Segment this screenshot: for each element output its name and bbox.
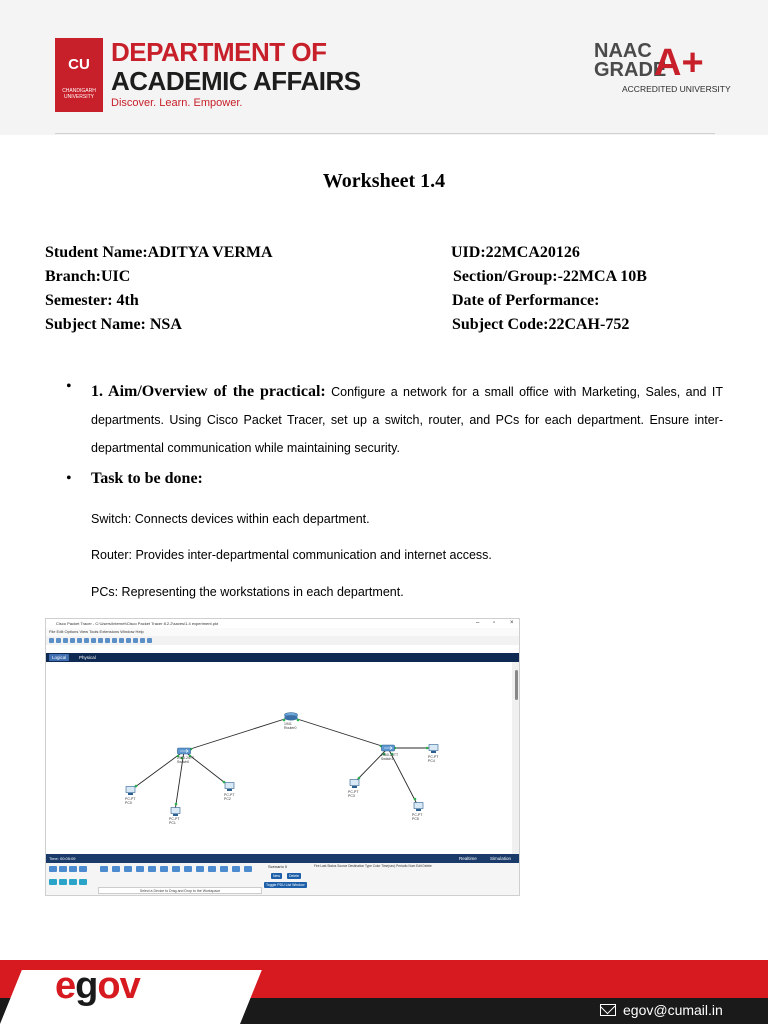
pc5-label: PC-PT PC5 [412,813,423,821]
student-name: Student Name:ADITYA VERMA [45,244,273,261]
device-model-icon [100,866,108,872]
device-model-icon [196,866,204,872]
device-model-icon [112,866,120,872]
device-category-icon [59,879,67,885]
subject-code: Subject Code:22CAH-752 [452,316,630,333]
device-category-icon [69,879,77,885]
pc1-label: PC-PT PC1 [169,817,180,825]
redo-icon [112,638,117,643]
device-model-icon [124,866,132,872]
aim-heading: 1. Aim/Overview of the practical: [91,383,326,400]
minimize-icon: – [476,620,480,626]
aim-text: Configure a network for a small office with Marketing, Sales, and IT departments. Using Cisco Packet Tracer, set up a switch, router, and PCs for each department. Ensure inter-departmental communication while maintaining security. [91,385,724,455]
bullet-icon: • [66,470,72,487]
topology-links [46,662,512,854]
router-icon [284,712,298,721]
pt-timebar [46,854,520,863]
device-category-icon [59,866,67,872]
pt-titlebar: Cisco Packet Tracer - C:\Users\Internet\Cisco Packet Tracer 8.2.2\saves\1.4 experiment.pkt [46,619,520,628]
copy-icon [91,638,96,643]
pt-navbar [46,653,520,662]
pt-scrollbar-thumb [515,670,518,700]
tab-logical: Logical [49,654,69,661]
new-scenario-button: New [273,874,281,878]
uid: UID:22MCA20126 [451,244,580,261]
device-model-icon [136,866,144,872]
switch-icon [177,747,191,755]
print-icon [70,638,75,643]
naac-text: NAAC [594,40,652,62]
device-category-icon [79,879,87,885]
page-header [0,0,768,135]
wizard-icon [77,638,82,643]
egov-e: e [55,965,76,1007]
mail-icon [600,1004,616,1016]
zoom-out-icon [133,638,138,643]
subject-name: Subject Name: NSA [45,316,182,333]
pt-device-panel [46,863,520,896]
delete-scenario-button: Delete [289,874,300,878]
device-model-icon [160,866,168,872]
egov-g: g [75,965,98,1007]
device-model-icon [232,866,240,872]
section-group: Section/Group:-22MCA 10B [453,268,647,285]
naac-badge [594,40,704,84]
pc-icon [224,782,235,792]
device-model-icon [244,866,252,872]
device-category-icon [49,866,57,872]
pc3-label: PC-PT PC3 [348,790,359,798]
department-title-line2: ACADEMIC AFFAIRS [111,66,361,96]
switch-icon [381,744,395,752]
branch: Branch:UIC [45,268,131,285]
pc0-label: PC-PT PC0 [125,797,136,805]
aim-paragraph [91,378,723,462]
egov-logo [55,964,140,1008]
pc-icon [349,779,360,789]
task-line-router: Router: Provides inter-departmental communication and internet access. [91,548,492,562]
grade-text: GRADE [594,59,667,81]
pc-icon [413,802,424,812]
pc-icon [170,807,181,817]
pc4-label: PC-PT PC4 [428,755,439,763]
close-icon: × [510,620,514,626]
maximize-icon: ▫ [493,620,496,626]
task-line-pcs: PCs: Representing the workstations in each department. [91,585,404,599]
new-file-icon [49,638,54,643]
custom-device-icon [147,638,152,643]
paste-icon [98,638,103,643]
device-model-icon [184,866,192,872]
zoom-in-icon [119,638,124,643]
undo-icon [105,638,110,643]
pc2-label: PC-PT PC2 [224,793,235,801]
open-file-icon [56,638,61,643]
scenario-select: Scenario 0 [268,864,288,869]
toggle-pdu-button: Toggle PDU List Window [266,883,305,887]
pc-icon [125,786,136,796]
cu-logo-subtext: CHANDIGARH UNIVERSITY [62,88,96,100]
switch1-label: 2960-24TT Switch1 [381,753,399,761]
simulation-mode: Simulation [490,856,512,861]
packet-tracer-screenshot [45,618,520,896]
footer-email: egov@cumail.in [623,1002,723,1018]
accredited-text: ACCREDITED UNIVERSITY [622,84,731,94]
device-model-icon [220,866,228,872]
device-category-icon [69,866,77,872]
device-category-icon [79,866,87,872]
cu-logo [55,38,103,112]
pt-workspace [46,662,512,854]
zoom-reset-icon [126,638,131,643]
switch0-label: 2960-24TT Switch0 [177,756,195,764]
pt-toolbar [46,636,520,645]
bullet-icon: • [66,378,72,395]
router-label: 1941 Router0 [284,722,297,730]
cu-logo-text: CU [68,56,90,73]
palette-icon [140,638,145,643]
pt-scrollbar [512,662,520,854]
task-line-switch: Switch: Connects devices within each department. [91,512,370,526]
pdu-list-headers: Fire Last Status Source Destination Type Color Time(sec) Periodic Num Edit Delete [314,864,432,868]
realtime-mode: Realtime [459,856,477,861]
network-icon [84,638,89,643]
device-model-icon [208,866,216,872]
save-icon [63,638,68,643]
pt-menubar: File Edit Options View Tools Extensions Window Help [46,628,520,636]
device-hint: Select a Device to Drag and Drop to the Workspace [98,887,262,894]
device-model-icon [172,866,180,872]
task-heading: Task to be done: [91,470,203,487]
date-of-performance: Date of Performance: [452,292,600,309]
device-model-icon [148,866,156,872]
department-title-line1: DEPARTMENT OF [111,37,327,67]
grade-value: A+ [654,42,704,84]
tagline: Discover. Learn. Empower. [111,97,243,109]
header-divider [55,133,715,134]
pc-icon [428,744,439,754]
device-category-icon [49,879,57,885]
semester: Semester: 4th [45,292,139,309]
department-title [111,38,361,96]
worksheet-title: Worksheet 1.4 [322,170,446,192]
egov-ov: ov [97,965,140,1007]
tab-physical: Physical [79,655,96,660]
pt-time: Time: 00:05:09 [49,856,76,861]
